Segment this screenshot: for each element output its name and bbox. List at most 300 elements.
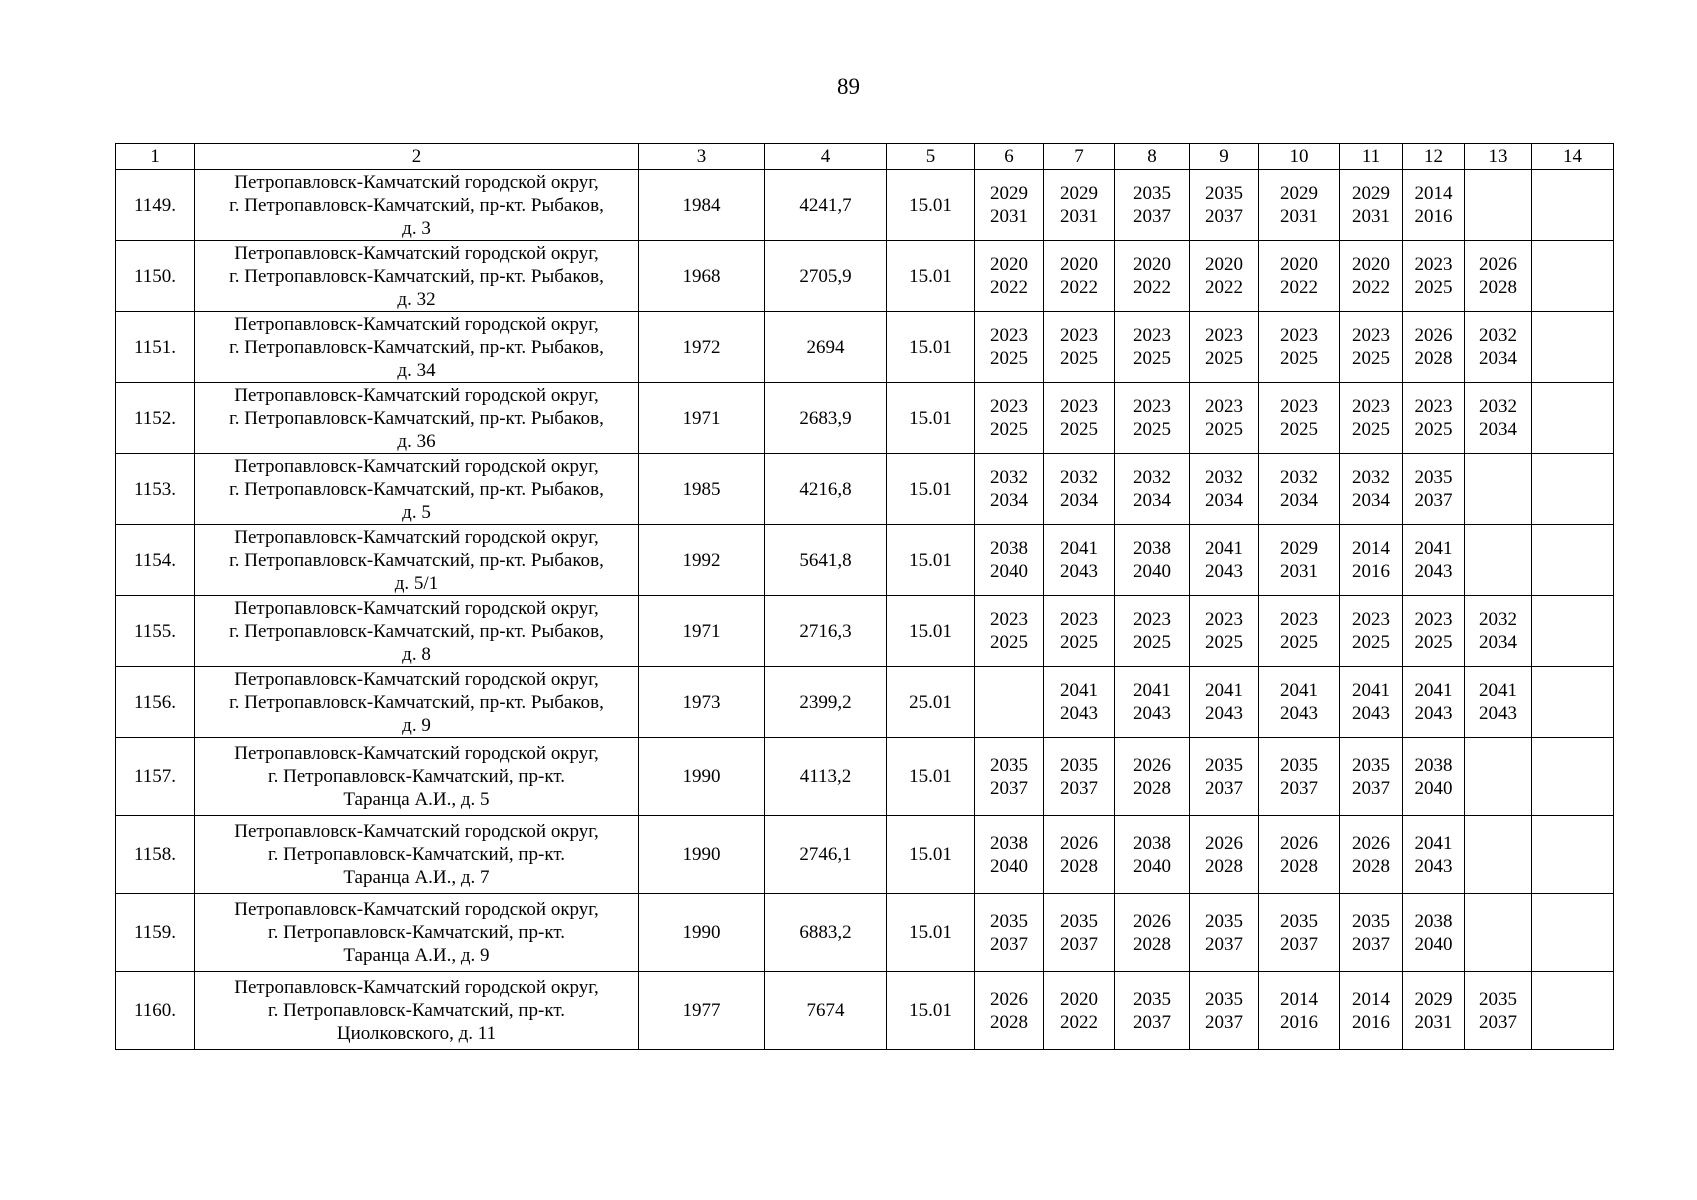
address-line: г. Петропавловск-Камчатский, пр-кт. Рыбаков, (229, 478, 604, 500)
period-start-year: 2023 (1205, 609, 1243, 630)
repair-code: 15.01 (887, 816, 975, 894)
period-end-year: 2037 (1060, 777, 1098, 799)
period-end-year: 2037 (1280, 777, 1318, 799)
repair-period-cell (1190, 972, 1259, 1050)
period-start-year: 2041 (1352, 680, 1390, 701)
repair-period-cell (1465, 894, 1532, 972)
address-line: Петропавловск-Камчатский городской округ, (234, 743, 599, 764)
address-line: Петропавловск-Камчатский городской округ, (234, 313, 599, 335)
period-end-year: 2040 (1414, 777, 1453, 799)
period-end-year: 2043 (1414, 561, 1453, 582)
repair-period-cell (975, 667, 1044, 738)
period-end-year: 2028 (1479, 277, 1517, 298)
period-end-year: 2025 (1133, 348, 1171, 369)
column-14-cell (1532, 596, 1614, 667)
build-year: 1977 (639, 972, 765, 1050)
address-line: г. Петропавловск-Камчатский, пр-кт. Рыбаков, (229, 407, 604, 429)
address-cell (195, 170, 639, 241)
period-start-year: 2035 (1133, 183, 1171, 204)
period-start-year: 2041 (1280, 680, 1318, 701)
period-start-year: 2023 (1060, 396, 1098, 417)
row-number: 1153. (116, 454, 195, 525)
address-line: Петропавловск-Камчатский городской округ, (234, 977, 599, 998)
period-start-year: 2035 (1133, 988, 1171, 1010)
repair-period-cell (1403, 596, 1465, 667)
repair-period-cell (1044, 170, 1115, 241)
period-end-year: 2022 (1280, 277, 1318, 298)
address-line: Таранца А.И., д. 7 (343, 867, 490, 888)
period-start-year: 2023 (1414, 609, 1453, 630)
repair-period-cell (1190, 241, 1259, 312)
period-start-year: 2038 (990, 538, 1028, 559)
address-line: Петропавловск-Камчатский городской округ, (234, 242, 599, 264)
period-start-year: 2020 (1060, 988, 1098, 1010)
address-line: д. 5 (402, 501, 431, 523)
period-start-year: 2041 (1060, 680, 1098, 701)
period-start-year: 2038 (1133, 832, 1171, 854)
period-end-year: 2031 (1414, 1011, 1453, 1033)
period-end-year: 2040 (1414, 933, 1453, 955)
repair-period-cell (1115, 454, 1190, 525)
total-area: 2705,9 (765, 241, 887, 312)
period-end-year: 2037 (1133, 1011, 1171, 1033)
repair-period-cell (1465, 667, 1532, 738)
repair-code: 15.01 (887, 972, 975, 1050)
period-end-year: 2028 (1414, 348, 1453, 369)
repair-period-cell (1259, 170, 1340, 241)
period-end-year: 2034 (1205, 490, 1243, 511)
period-start-year: 2029 (1280, 183, 1318, 204)
period-end-year: 2037 (1352, 777, 1390, 799)
period-start-year: 2014 (1352, 538, 1390, 559)
period-end-year: 2043 (1060, 703, 1098, 724)
repair-period-cell (975, 972, 1044, 1050)
period-end-year: 2025 (990, 348, 1028, 369)
period-end-year: 2043 (1205, 561, 1243, 582)
period-start-year: 2014 (1352, 988, 1390, 1010)
repair-code: 15.01 (887, 894, 975, 972)
address-line: д. 36 (397, 430, 436, 452)
repair-period-cell (1259, 667, 1340, 738)
period-start-year: 2023 (1280, 325, 1318, 346)
row-number: 1156. (116, 667, 195, 738)
repair-period-cell (1403, 816, 1465, 894)
repair-period-cell (1115, 816, 1190, 894)
address-line: Таранца А.И., д. 5 (343, 789, 490, 810)
repair-period-cell (1115, 525, 1190, 596)
period-end-year: 2037 (990, 777, 1028, 799)
period-end-year: 2016 (1352, 561, 1390, 582)
address-line: д. 3 (402, 217, 431, 239)
column-header: 4 (765, 144, 887, 170)
period-end-year: 2034 (1133, 490, 1171, 511)
period-start-year: 2023 (1133, 325, 1171, 346)
period-start-year: 2038 (1414, 910, 1453, 932)
column-header: 9 (1190, 144, 1259, 170)
period-end-year: 2037 (1205, 933, 1243, 955)
column-14-cell (1532, 454, 1614, 525)
period-start-year: 2023 (1352, 609, 1390, 630)
column-14-cell (1532, 312, 1614, 383)
period-start-year: 2026 (1133, 754, 1171, 776)
table-row (116, 241, 1614, 312)
total-area: 4216,8 (765, 454, 887, 525)
period-end-year: 2016 (1280, 1011, 1318, 1033)
period-end-year: 2016 (1352, 1011, 1390, 1033)
period-start-year: 2035 (990, 754, 1028, 776)
column-header: 3 (639, 144, 765, 170)
repair-period-cell (1259, 972, 1340, 1050)
repair-period-cell (1190, 312, 1259, 383)
address-line: г. Петропавловск-Камчатский, пр-кт. Рыбаков, (229, 620, 604, 642)
period-start-year: 2032 (1280, 467, 1318, 488)
address-line: Таранца А.И., д. 9 (343, 945, 490, 966)
period-end-year: 2025 (1414, 419, 1453, 440)
address-line: г. Петропавловск-Камчатский, пр-кт. Рыбаков, (229, 265, 604, 287)
repair-period-cell (1259, 738, 1340, 816)
build-year: 1971 (639, 596, 765, 667)
period-start-year: 2026 (1133, 910, 1171, 932)
row-number: 1155. (116, 596, 195, 667)
period-end-year: 2040 (990, 561, 1028, 582)
period-end-year: 2028 (1133, 777, 1171, 799)
total-area: 2716,3 (765, 596, 887, 667)
period-end-year: 2037 (1414, 490, 1453, 511)
period-start-year: 2029 (1352, 183, 1390, 204)
repair-period-cell (1403, 170, 1465, 241)
repair-period-cell (1465, 454, 1532, 525)
address-line: д. 34 (397, 359, 436, 381)
period-start-year: 2041 (1133, 680, 1171, 701)
period-end-year: 2025 (1133, 419, 1171, 440)
period-start-year: 2035 (1205, 183, 1243, 204)
period-end-year: 2025 (1352, 348, 1390, 369)
period-end-year: 2025 (1280, 419, 1318, 440)
repair-period-cell (1259, 312, 1340, 383)
period-start-year: 2041 (1414, 832, 1453, 854)
repair-period-cell (1115, 972, 1190, 1050)
repair-period-cell (1403, 454, 1465, 525)
repair-period-cell (1115, 312, 1190, 383)
repair-period-cell (1465, 312, 1532, 383)
column-header: 1 (116, 144, 195, 170)
period-end-year: 2025 (1352, 419, 1390, 440)
period-end-year: 2031 (1280, 206, 1318, 227)
column-14-cell (1532, 894, 1614, 972)
repair-period-cell (975, 241, 1044, 312)
period-end-year: 2022 (1060, 277, 1098, 298)
build-year: 1973 (639, 667, 765, 738)
period-end-year: 2028 (1133, 933, 1171, 955)
table-row (116, 454, 1614, 525)
repair-period-cell (1465, 816, 1532, 894)
repair-code: 15.01 (887, 525, 975, 596)
period-start-year: 2035 (1205, 754, 1243, 776)
period-end-year: 2031 (1352, 206, 1390, 227)
period-end-year: 2025 (1133, 632, 1171, 653)
repair-period-cell (1340, 170, 1403, 241)
build-year: 1985 (639, 454, 765, 525)
period-start-year: 2023 (990, 325, 1028, 346)
period-end-year: 2034 (1280, 490, 1318, 511)
column-header: 7 (1044, 144, 1115, 170)
address-line: г. Петропавловск-Камчатский, пр-кт. (267, 1000, 565, 1021)
table-row (116, 738, 1614, 816)
period-end-year: 2025 (1414, 277, 1453, 298)
period-end-year: 2022 (1205, 277, 1243, 298)
row-number: 1152. (116, 383, 195, 454)
build-year: 1968 (639, 241, 765, 312)
period-end-year: 2037 (1280, 933, 1318, 955)
column-header: 8 (1115, 144, 1190, 170)
row-number: 1149. (116, 170, 195, 241)
build-year: 1990 (639, 894, 765, 972)
address-line: Петропавловск-Камчатский городской округ, (234, 171, 599, 193)
period-start-year: 2020 (1133, 254, 1171, 275)
repair-period-cell (975, 738, 1044, 816)
address-cell (195, 383, 639, 454)
repair-period-cell (1190, 667, 1259, 738)
repair-period-cell (1115, 241, 1190, 312)
address-line: Циолковского, д. 11 (336, 1023, 497, 1044)
repair-period-cell (975, 525, 1044, 596)
period-end-year: 2025 (1060, 632, 1098, 653)
table-row (116, 312, 1614, 383)
repair-period-cell (1403, 525, 1465, 596)
period-start-year: 2023 (1060, 325, 1098, 346)
period-start-year: 2035 (1060, 910, 1098, 932)
page-number: 89 (837, 74, 860, 99)
repair-period-cell (1044, 312, 1115, 383)
row-number: 1151. (116, 312, 195, 383)
period-end-year: 2031 (990, 206, 1028, 227)
repair-period-cell (1465, 596, 1532, 667)
period-end-year: 2034 (990, 490, 1028, 511)
period-end-year: 2034 (1479, 632, 1517, 653)
period-end-year: 2043 (1479, 703, 1517, 724)
period-start-year: 2020 (990, 254, 1028, 275)
period-start-year: 2026 (1352, 832, 1390, 854)
repair-period-cell (1190, 170, 1259, 241)
period-end-year: 2031 (1280, 561, 1318, 582)
period-end-year: 2037 (1205, 777, 1243, 799)
period-start-year: 2032 (1060, 467, 1098, 488)
period-start-year: 2032 (1133, 467, 1171, 488)
period-end-year: 2037 (1205, 1011, 1243, 1033)
row-number: 1158. (116, 816, 195, 894)
column-header: 6 (975, 144, 1044, 170)
repair-period-cell (1259, 596, 1340, 667)
row-number: 1159. (116, 894, 195, 972)
table-row (116, 667, 1614, 738)
repair-period-cell (975, 816, 1044, 894)
address-line: д. 5/1 (394, 572, 439, 594)
housing-registry-table (115, 143, 1614, 1050)
address-line: Петропавловск-Камчатский городской округ, (234, 384, 599, 406)
period-end-year: 2043 (1414, 703, 1453, 724)
repair-period-cell (1403, 667, 1465, 738)
period-start-year: 2023 (1205, 325, 1243, 346)
table-row (116, 170, 1614, 241)
address-line: г. Петропавловск-Камчатский, пр-кт. (267, 844, 565, 865)
address-line: Петропавловск-Камчатский городской округ, (234, 455, 599, 477)
period-end-year: 2025 (1352, 632, 1390, 653)
address-line: г. Петропавловск-Камчатский, пр-кт. (267, 766, 565, 787)
repair-period-cell (975, 454, 1044, 525)
period-end-year: 2037 (1205, 206, 1243, 227)
repair-period-cell (1340, 667, 1403, 738)
address-line: Петропавловск-Камчатский городской округ, (234, 821, 599, 842)
build-year: 1971 (639, 383, 765, 454)
address-line: Петропавловск-Камчатский городской округ, (234, 526, 599, 548)
repair-code: 25.01 (887, 667, 975, 738)
build-year: 1990 (639, 816, 765, 894)
repair-period-cell (1340, 312, 1403, 383)
repair-period-cell (1044, 972, 1115, 1050)
address-line: д. 8 (402, 643, 431, 665)
period-start-year: 2041 (1414, 538, 1453, 559)
repair-period-cell (1465, 241, 1532, 312)
table-row (116, 972, 1614, 1050)
repair-code: 15.01 (887, 241, 975, 312)
period-start-year: 2014 (1280, 988, 1318, 1010)
column-header: 10 (1259, 144, 1340, 170)
total-area: 2694 (765, 312, 887, 383)
row-number: 1157. (116, 738, 195, 816)
period-start-year: 2020 (1352, 254, 1390, 275)
build-year: 1990 (639, 738, 765, 816)
period-end-year: 2025 (1280, 348, 1318, 369)
build-year: 1992 (639, 525, 765, 596)
period-start-year: 2026 (1479, 254, 1517, 275)
repair-period-cell (1190, 596, 1259, 667)
column-header: 13 (1465, 144, 1532, 170)
column-header: 12 (1403, 144, 1465, 170)
repair-period-cell (975, 596, 1044, 667)
period-end-year: 2025 (1414, 632, 1453, 653)
repair-period-cell (1044, 894, 1115, 972)
period-start-year: 2023 (1414, 254, 1453, 275)
period-start-year: 2035 (1414, 467, 1453, 488)
repair-period-cell (1340, 816, 1403, 894)
period-start-year: 2023 (990, 396, 1028, 417)
column-14-cell (1532, 738, 1614, 816)
period-start-year: 2023 (1414, 396, 1453, 417)
repair-period-cell (975, 894, 1044, 972)
period-end-year: 2022 (1133, 277, 1171, 298)
column-header: 2 (195, 144, 639, 170)
repair-period-cell (1044, 738, 1115, 816)
address-cell (195, 972, 639, 1050)
repair-period-cell (1190, 894, 1259, 972)
address-line: Петропавловск-Камчатский городской округ, (234, 899, 599, 920)
repair-period-cell (975, 170, 1044, 241)
address-cell (195, 525, 639, 596)
table-body (116, 144, 1614, 1050)
repair-period-cell (1190, 525, 1259, 596)
repair-period-cell (1259, 454, 1340, 525)
total-area: 2683,9 (765, 383, 887, 454)
total-area: 2746,1 (765, 816, 887, 894)
period-start-year: 2020 (1205, 254, 1243, 275)
repair-period-cell (1465, 383, 1532, 454)
address-cell (195, 596, 639, 667)
period-end-year: 2034 (1479, 419, 1517, 440)
period-start-year: 2023 (1060, 609, 1098, 630)
repair-period-cell (1044, 454, 1115, 525)
period-start-year: 2035 (1479, 988, 1517, 1010)
period-end-year: 2025 (990, 419, 1028, 440)
column-number-header-row (116, 144, 1614, 170)
total-area: 7674 (765, 972, 887, 1050)
period-end-year: 2025 (1205, 632, 1243, 653)
period-start-year: 2023 (1205, 396, 1243, 417)
period-end-year: 2037 (1060, 933, 1098, 955)
period-end-year: 2043 (1352, 703, 1390, 724)
period-end-year: 2022 (1060, 1011, 1098, 1033)
repair-period-cell (1403, 738, 1465, 816)
address-cell (195, 454, 639, 525)
period-start-year: 2032 (1205, 467, 1243, 488)
table-row (116, 383, 1614, 454)
repair-period-cell (1115, 170, 1190, 241)
total-area: 5641,8 (765, 525, 887, 596)
repair-period-cell (1115, 596, 1190, 667)
period-end-year: 2025 (1205, 419, 1243, 440)
period-end-year: 2040 (1133, 561, 1171, 582)
period-start-year: 2041 (1205, 538, 1243, 559)
column-header: 5 (887, 144, 975, 170)
repair-period-cell (1044, 596, 1115, 667)
repair-code: 15.01 (887, 596, 975, 667)
address-line: г. Петропавловск-Камчатский, пр-кт. Рыбаков, (229, 691, 604, 713)
address-cell (195, 312, 639, 383)
period-start-year: 2038 (990, 832, 1028, 854)
repair-period-cell (1403, 312, 1465, 383)
address-cell (195, 738, 639, 816)
period-start-year: 2026 (1205, 832, 1243, 854)
table-row (116, 894, 1614, 972)
period-end-year: 2031 (1060, 206, 1098, 227)
period-start-year: 2023 (990, 609, 1028, 630)
column-header: 11 (1340, 144, 1403, 170)
column-14-cell (1532, 383, 1614, 454)
column-14-cell (1532, 972, 1614, 1050)
address-line: г. Петропавловск-Камчатский, пр-кт. (267, 922, 565, 943)
repair-code: 15.01 (887, 738, 975, 816)
repair-period-cell (1190, 816, 1259, 894)
period-start-year: 2023 (1280, 609, 1318, 630)
period-start-year: 2041 (1060, 538, 1098, 559)
period-start-year: 2035 (1205, 988, 1243, 1010)
period-end-year: 2025 (990, 632, 1028, 653)
period-end-year: 2037 (990, 933, 1028, 955)
address-line: Петропавловск-Камчатский городской округ, (234, 668, 599, 690)
repair-period-cell (1403, 383, 1465, 454)
repair-period-cell (1259, 241, 1340, 312)
period-start-year: 2035 (990, 910, 1028, 932)
period-end-year: 2025 (1280, 632, 1318, 653)
period-start-year: 2032 (1479, 609, 1517, 630)
period-start-year: 2026 (1280, 832, 1318, 854)
column-14-cell (1532, 525, 1614, 596)
repair-period-cell (1259, 894, 1340, 972)
column-header: 14 (1532, 144, 1614, 170)
total-area: 6883,2 (765, 894, 887, 972)
period-end-year: 2028 (1060, 855, 1098, 877)
period-end-year: 2040 (1133, 855, 1171, 877)
period-end-year: 2022 (1352, 277, 1390, 298)
